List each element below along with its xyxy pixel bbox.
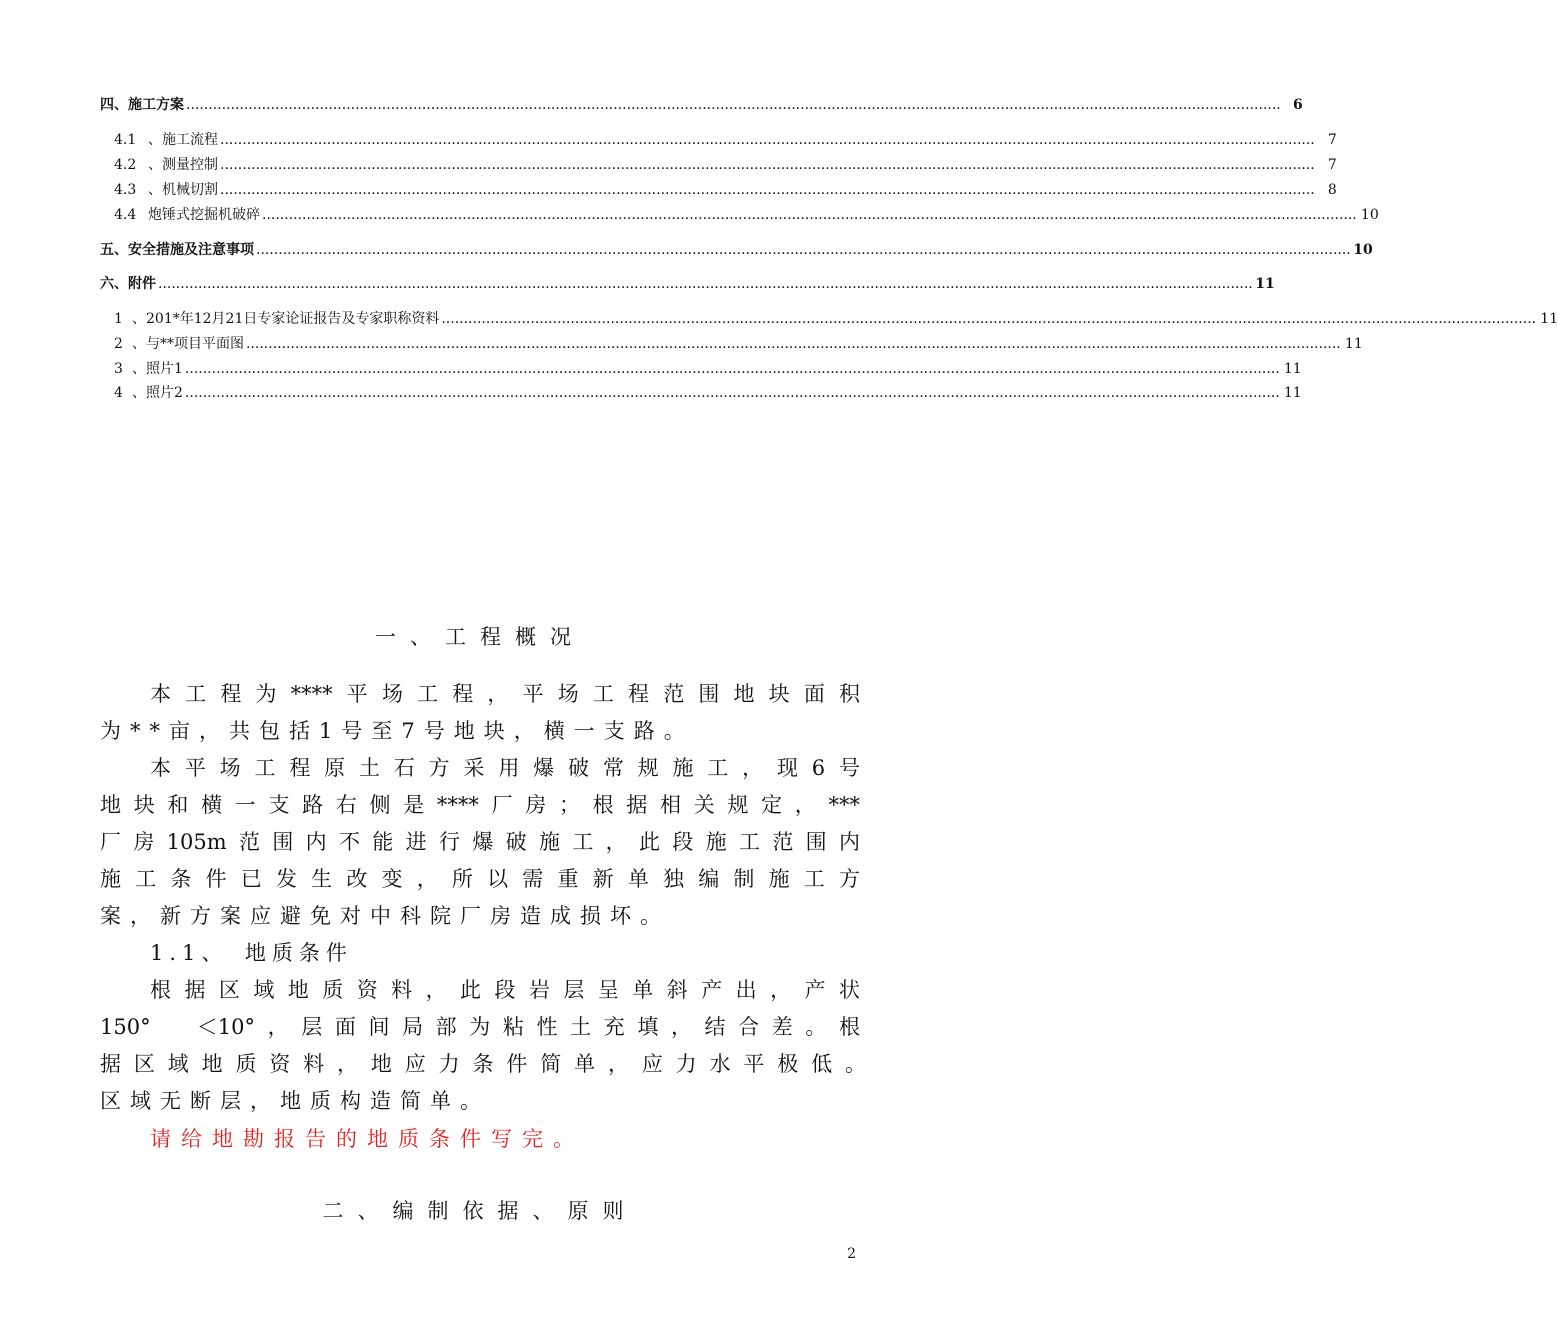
toc-label xyxy=(114,384,183,402)
toc-leader: ...................................................................................................................................................................................................................................................... xyxy=(246,336,1341,352)
toc-leader: ...................................................................................................................................................................................................................................................... xyxy=(262,207,1357,223)
toc-entry[interactable] xyxy=(100,131,1337,149)
toc-leader: ...................................................................................................................................................................................................................................................... xyxy=(220,157,1315,173)
toc-text: 、与**项目平面图 xyxy=(132,336,244,352)
toc-page: 11 xyxy=(1344,336,1363,352)
toc-label: 五、安全措施及注意事项 xyxy=(100,242,254,258)
toc-leader: ...................................................................................................................................................................................................................................................... xyxy=(441,311,1537,327)
toc-entry[interactable] xyxy=(100,181,1337,199)
toc-page: 6 xyxy=(1293,97,1303,113)
paragraph-line: 根据区域地质资料，此段岩层呈单斜产出，产状 xyxy=(150,978,860,1002)
toc-text: 、测量控制 xyxy=(148,157,218,173)
toc-page: 7 xyxy=(1327,157,1337,173)
toc-label xyxy=(114,156,218,174)
toc-label xyxy=(114,310,439,328)
toc-label xyxy=(114,131,218,149)
toc-number: 3 xyxy=(114,361,123,377)
toc-number: 1 xyxy=(114,311,123,327)
toc-leader: ...................................................................................................................................................................................................................................................... xyxy=(220,182,1315,198)
toc-number: 4.1 xyxy=(114,132,137,148)
toc-number: 2 xyxy=(114,336,123,352)
toc-entry[interactable] xyxy=(100,384,1302,402)
toc-entry[interactable] xyxy=(100,335,1363,353)
toc-text: 、201*年12月21日专家论证报告及专家职称资料 xyxy=(132,311,440,327)
toc-page: 11 xyxy=(1540,311,1558,327)
paragraph-line: 厂房105m范围内不能进行爆破施工，此段施工范围内 xyxy=(100,830,860,854)
toc-label xyxy=(114,181,218,199)
toc-text: 、机械切割 xyxy=(148,182,218,198)
toc-page: 10 xyxy=(1360,207,1379,223)
toc-text: 炮锤式挖掘机破碎 xyxy=(148,207,260,223)
page-number: 2 xyxy=(847,1246,856,1262)
toc-text: 、照片2 xyxy=(132,385,183,401)
toc-leader: ...................................................................................................................................................................................................................................................... xyxy=(158,276,1253,292)
paragraph-line: 本工程为****平场工程，平场工程范围地块面积 xyxy=(150,682,860,706)
paragraph-line: 150° ＜10°，层面间局部为粘性土充填，结合差。根 xyxy=(100,1015,860,1039)
toc-entry[interactable] xyxy=(100,360,1302,378)
subsection-title: 1.1、 地质条件 xyxy=(150,941,353,965)
toc-label xyxy=(114,335,244,353)
toc-entry[interactable] xyxy=(100,310,1558,328)
toc-text: 、照片1 xyxy=(132,361,183,377)
toc-page: 11 xyxy=(1283,385,1302,401)
section-1-title: 一、工程概况 xyxy=(375,625,585,649)
toc-page: 11 xyxy=(1283,361,1302,377)
toc-leader: ...................................................................................................................................................................................................................................................... xyxy=(220,132,1315,148)
toc-label: 四、施工方案 xyxy=(100,97,184,113)
toc-entry[interactable] xyxy=(100,96,1303,114)
toc-label xyxy=(114,206,260,224)
paragraph-line: 本平场工程原土石方采用爆破常规施工，现6号 xyxy=(150,756,860,780)
toc-page: 7 xyxy=(1327,132,1337,148)
toc-page: 10 xyxy=(1353,242,1373,258)
paragraph-line: 区域无断层，地质构造简单。 xyxy=(100,1089,490,1113)
toc-leader: ...................................................................................................................................................................................................................................................... xyxy=(184,361,1280,377)
paragraph-line: 施工条件已发生改变，所以需重新单独编制施工方 xyxy=(100,867,860,891)
toc-number: 4 xyxy=(114,385,123,401)
paragraph-line: 为**亩，共包括1号至7号地块，横一支路。 xyxy=(100,719,694,743)
toc-leader: ...................................................................................................................................................................................................................................................... xyxy=(184,385,1280,401)
toc-text: 、施工流程 xyxy=(148,132,218,148)
toc-label: 六、附件 xyxy=(100,276,156,292)
toc-entry[interactable] xyxy=(100,241,1373,259)
toc-entry[interactable] xyxy=(100,156,1337,174)
toc-page: 11 xyxy=(1255,276,1275,292)
toc-page: 8 xyxy=(1327,182,1337,198)
toc-entry[interactable] xyxy=(100,206,1379,224)
toc-leader: ...................................................................................................................................................................................................................................................... xyxy=(186,97,1281,113)
paragraph-line: 据区域地质资料，地应力条件简单，应力水平极低。 xyxy=(100,1052,866,1076)
review-note: 请给地勘报告的地质条件写完。 xyxy=(150,1127,584,1151)
toc-number: 4.3 xyxy=(114,182,137,198)
toc-label xyxy=(114,360,183,378)
section-2-title: 二、编制依据、原则 xyxy=(322,1199,638,1223)
toc-entry[interactable] xyxy=(100,275,1275,293)
toc-number: 4.2 xyxy=(114,157,137,173)
paragraph-line: 地块和横一支路右侧是****厂房；根据相关规定，*** xyxy=(100,793,860,817)
toc-number: 4.4 xyxy=(114,207,137,223)
paragraph-line: 案，新方案应避免对中科院厂房造成损坏。 xyxy=(100,904,670,928)
toc-leader: ...................................................................................................................................................................................................................................................... xyxy=(256,242,1351,258)
